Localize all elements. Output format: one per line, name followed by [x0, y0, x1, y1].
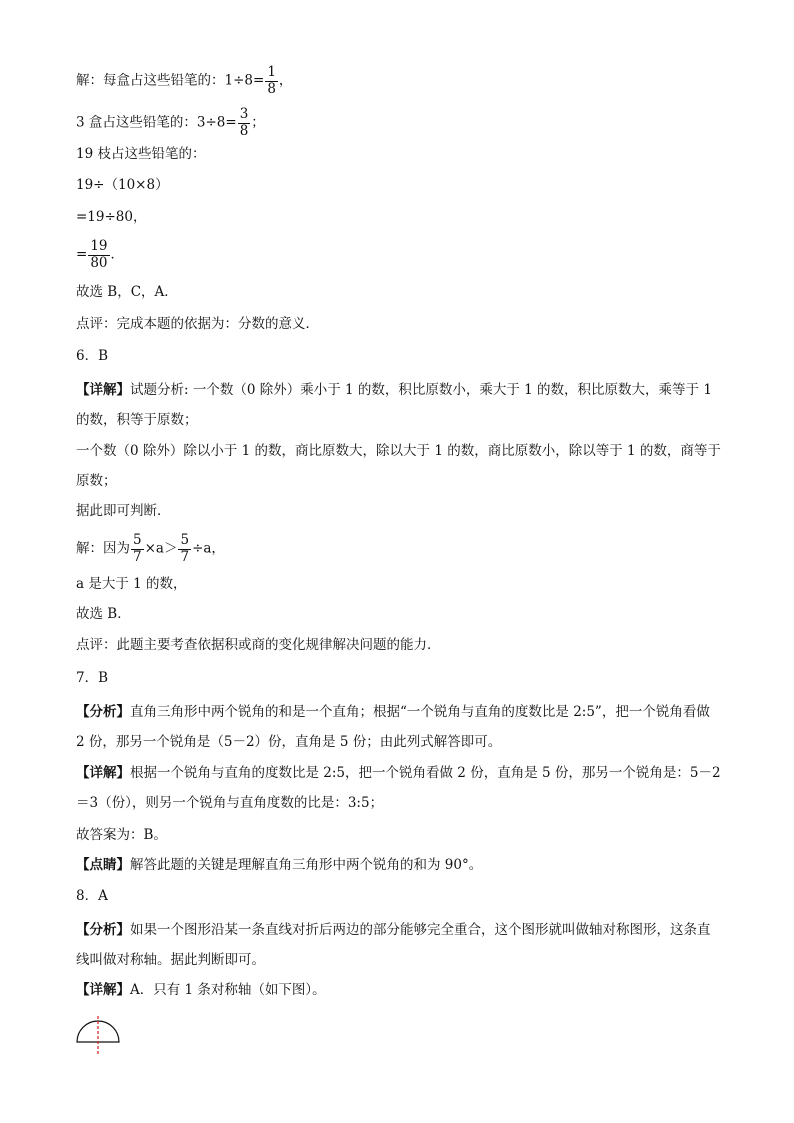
q6-detail-division: 一个数（0 除外）除以小于 1 的数，商比原数大，除以大于 1 的数，商比原数小，除以等于 1 的数，商等于原数； — [76, 443, 721, 489]
semicircle-symmetry-figure — [74, 1014, 124, 1058]
analysis-tag: 【分析】 — [76, 704, 130, 720]
analysis-tag: 【分析】 — [76, 922, 130, 938]
fraction-19-80: $\frac{19}{80}$ — [90, 238, 108, 271]
q5-choice: 故选 B，C，A． — [76, 284, 178, 300]
q8-analysis: 【分析】如果一个图形沿某一条直线对折后两边的部分能够完全重合，这个图形就叫做轴对称图形，这条直线叫做对称轴。据此判断即可。 — [76, 922, 711, 968]
q5-line-three-boxes: 3 盒占这些铅笔的：3÷8= $\frac{3}{8}$ ； — [76, 106, 265, 139]
q6-detail: 【详解】试题分析: 一个数（0 除外）乘小于 1 的数，积比原数小，乘大于 1 的数，积比原数大，乘等于 1 的数，积等于原数； — [76, 382, 712, 428]
q5-line-19-pencils: 19 枝占这些铅笔的： — [76, 146, 206, 162]
q7-answer: 故答案为：B。 — [76, 827, 167, 843]
q5-line-result: = $\frac{19}{80}$ ． — [76, 238, 124, 271]
detail-tag: 【详解】 — [76, 982, 130, 998]
q5-line-expression: 19÷（10×8） — [76, 177, 169, 193]
detail-tag: 【详解】 — [76, 382, 130, 398]
fraction-3-8: $\frac{3}{8}$ — [239, 106, 249, 139]
q6-solution: 解：因为 $\frac{5}{7}$ ×a＞ $\frac{5}{7}$ ÷a， — [76, 532, 225, 565]
q7-detail: 【详解】根据一个锐角与直角的度数比是 2:5，把一个锐角看做 2 份，直角是 5 份，那另一个锐角是：5－2＝3（份），则另一个锐角与直角度数的比是：3:5； — [76, 765, 721, 811]
q6-judge: 据此即可判断． — [76, 503, 171, 519]
q8-header: 8．A — [76, 888, 108, 904]
q6-header: 6．B — [76, 348, 109, 364]
fraction-5-7: $\frac{5}{7}$ — [133, 532, 142, 565]
q7-header: 7．B — [76, 670, 109, 686]
detail-tag: 【详解】 — [76, 765, 130, 781]
fraction-5-7: $\frac{5}{7}$ — [180, 532, 190, 565]
q5-line-step: =19÷80， — [76, 209, 147, 225]
q5-line-per-box: 解：每盒占这些铅笔的：1÷8= $\frac{1}{8}$ ， — [76, 64, 293, 97]
q7-analysis: 【分析】直角三角形中两个锐角的和是一个直角；根据“一个锐角与直角的度数比是 2:5”，把一个锐角看做 2 份，那另一个锐角是（5－2）份，直角是 5 份；由此列式解答即可。 — [76, 704, 710, 750]
q7-point: 【点睛】解答此题的关键是理解直角三角形中两个锐角的和为 90°。 — [76, 857, 483, 873]
point-tag: 【点睛】 — [76, 857, 130, 873]
q8-detail: 【详解】A．只有 1 条对称轴（如下图）。 — [76, 982, 326, 998]
q6-comment: 点评：此题主要考查依据积或商的变化规律解决问题的能力． — [76, 637, 441, 653]
q5-comment: 点评：完成本题的依据为：分数的意义． — [76, 316, 319, 332]
q6-choice: 故选 B． — [76, 606, 131, 622]
fraction-1-8: $\frac{1}{8}$ — [267, 64, 276, 97]
q6-conclusion: a 是大于 1 的数， — [76, 576, 187, 592]
